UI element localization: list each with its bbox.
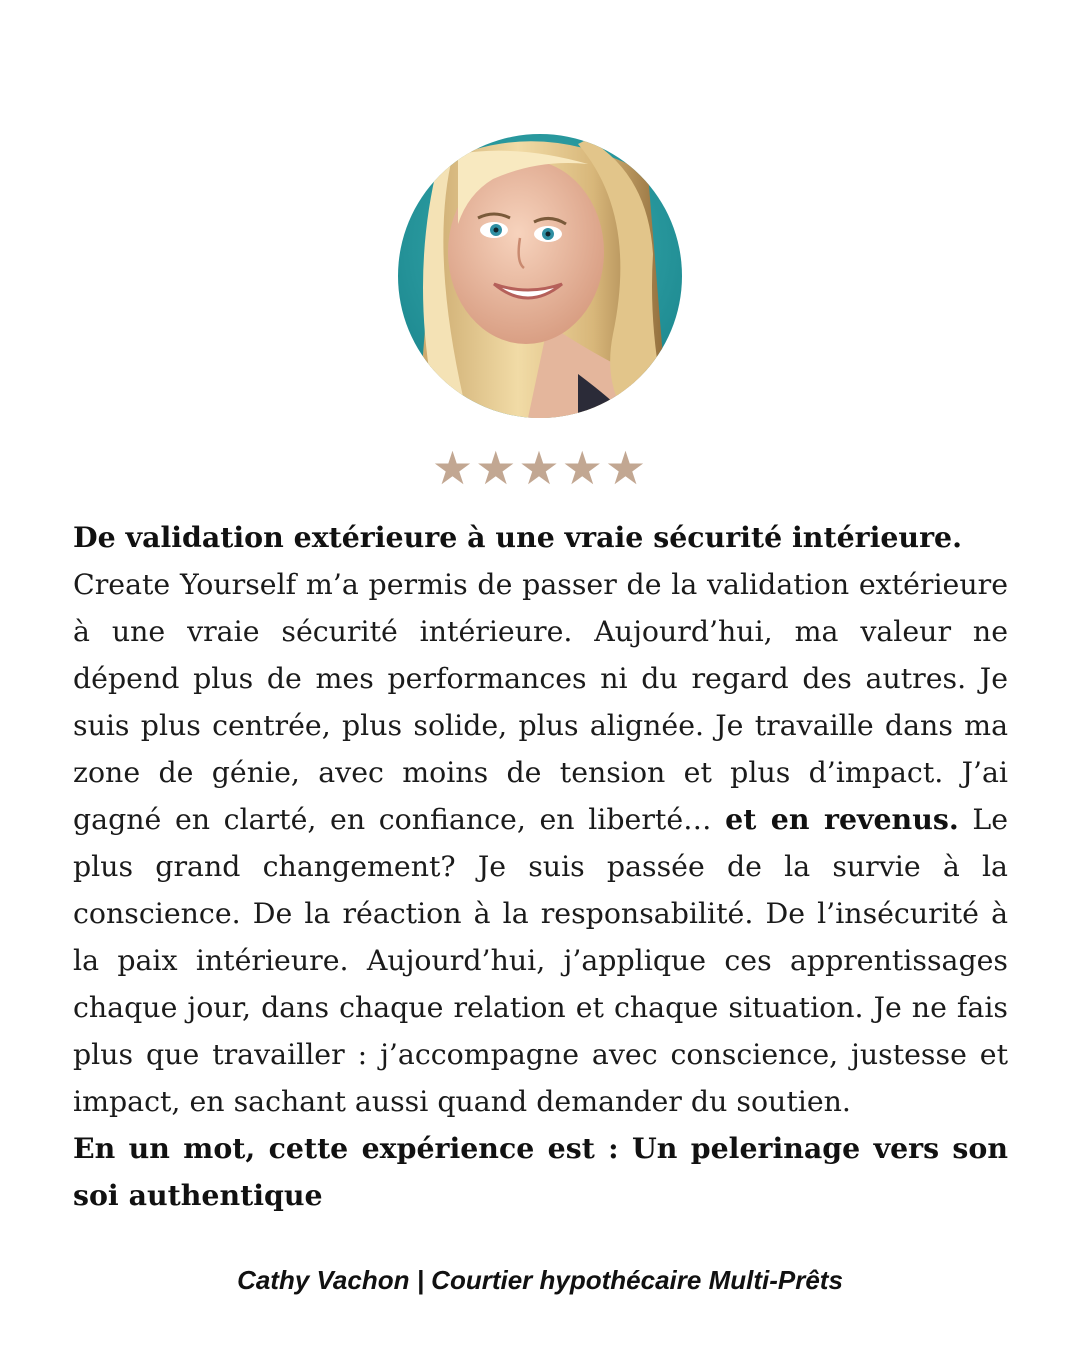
testimonial-body-text-continued: Le plus grand changement? Je suis passée de la survie à la conscience. De la réaction à la responsabilité. De l’insécurité à la paix intérieure. Aujourd’hui, j’applique ces apprentissages chaque jour, dans chaque relation et chaque situation. Je ne fais plus que travailler : j’accompagne avec conscience, justesse et impact, en sachant aussi quand demander du soutien. (73, 803, 1008, 1118)
testimonial-body-text: Create Yourself m’a permis de passer de la validation extérieure à une vraie sécurité intérieure. Aujourd’hui, ma valeur ne dépend plus de mes performances ni du regard des autres. Je suis plus centrée, plus solide, plus alignée. Je travaille dans ma zone de génie, avec moins de tension et plus d’impact. J’ai gagné en clarté, en confiance, en liberté… (73, 568, 1008, 836)
star-icon: ★ (604, 441, 649, 495)
testimonial-closing: En un mot, cette expérience est : Un pelerinage vers son soi authentique (73, 1131, 1008, 1212)
star-icon: ★ (561, 441, 605, 495)
testimonial-body (73, 561, 1008, 1125)
author-avatar (398, 134, 682, 418)
star-icon: ★ (475, 441, 519, 495)
star-icon: ★ (518, 441, 562, 495)
author-signature: Cathy Vachon | Courtier hypothécaire Multi-Prêts (237, 1265, 843, 1295)
testimonial-block (73, 514, 1008, 1219)
star-icon: ★ (431, 441, 476, 495)
star-rating (0, 440, 1080, 496)
avatar-portrait (398, 134, 682, 418)
testimonial-body-highlight: et en revenus. (725, 802, 959, 836)
testimonial-headline: De validation extérieure à une vraie sécurité intérieure. (73, 520, 962, 554)
